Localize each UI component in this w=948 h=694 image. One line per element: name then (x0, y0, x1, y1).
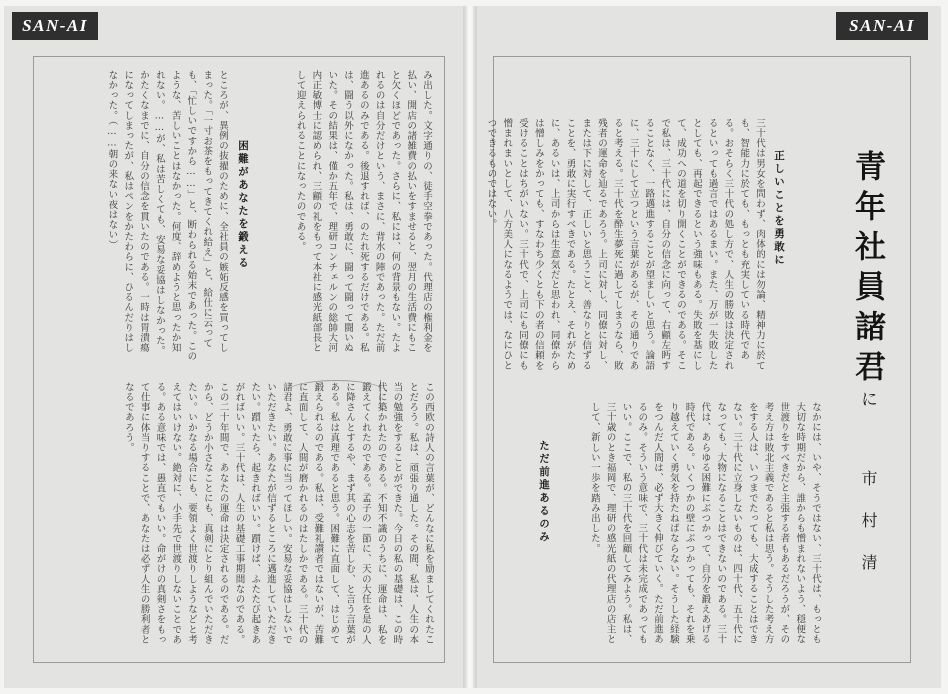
body-text-right-lower: なかには、いや、そうではない、三十代は、もっとも大切な時期だから、誰からも憎まれないよう、穏便な世渡りをすべきだと主張する者もあるだろうが、その考え方は敗北主義であると私は思う。そうした考え方をする人は、いつまでたっても、大成することはできない。三十代に立身しないものは、四十代、五十代になっても、大物になることはできないのである。三十代は、あらゆる困難にぶつかって、自分を鍛えあげる時代である。いくつかの壁にぶつかっても、それを乗り越えていく勇気を持たねばならない。そうした経験をつんだ人間は、必ず大きく伸びていく。ただ前進あるのみ。そういう意味で、三十代は未完成であってもいい。ここで、私の三十代を回顧してみよう。私は、三十歳のとき福岡で、理研の感光紙の代理店の店主として、新しい一歩を踏み出した。 (588, 402, 821, 645)
body-text-right-upper: 三十代は男女を問わず、肉体的には勿論、精神力に於ても、智能力に於ても、もっとも充実している時代である。おそらく三十代の処し方で、人生の勝敗は決定されるといっても過言ではあるまい。また、万が一失敗したとしても、再起できるという強味もある。失敗を基にして、成功への道を切り開くことができるのである。そこで私は、三十代には、自分の信念に向って、右顧左眄することなく、一路邁進することが望ましいと思う。論語に、三十にして立つという言葉があるが、その通りであると考える。三十代を酔生夢死に過してしまうなら、敗残者の運命を辿るであろう。上司に対し、同僚に対し、または下に対して、正しいと思うこと、善なりと信ずることを、勇敢に実行すべきである。たとえ、それがために、あるいは、上司からは生意気だと思われ、同僚からは憎しみをかっても、すなわち少くとも下の者の信頼を受けることはちがいない。三十代で、上司にも同僚にも憎まれまいとして、八方美人になるようでは、なにひとつできるものではない。 (485, 118, 765, 371)
body-text-left-upper-2: ところが、異例の抜擢のために、全社員の嫉妬反感を買ってしまった。「一寸お茶をもってきてくれ給え」と、給仕に云っても、「忙しいですから……」と、断わられる始末であった。このような、苦しいことはなかった。何度、辞めようと思ったか知れない。……が、私は苦しくても、安易な妥協はしなかった。かたくなまでに、自分の信念を貫いたのである。一時は胃潰瘍になってしまったが、私はペンをかたわらに、ひるんだりはしなかった。（……朝の来ない夜はない） (106, 70, 228, 362)
section-heading-1: 正しいことを勇敢に (773, 150, 785, 267)
body-text-left-upper: み出した。文字通りの、徒手空拳であった。代理店の権利金を払い、開店の諸雑費の払いをすませると、翌月の生活費にもこと欠くほどであった。さらに、私には、何の背景もない。たよれるのは自分だけという、まさに、背水の陣であった。ただ前進あるのみである。後退すれば、のたれ死するだけである。私は、闘う以外になかった。私は、勇敢に、闘って闘って闘いぬいた。その結果は、僅か五年で、理研コンチェルンの総帥大河内正敏博士に認められ、三顧の礼をもって本社に感光紙部長として迎えられることになったのである。 (294, 70, 432, 353)
article-title-suffix: に (857, 390, 877, 409)
magazine-logo-right: SAN-AI (836, 12, 928, 40)
page-gutter (463, 6, 477, 688)
article-author: 市村清 (859, 470, 878, 596)
article-title-main: 青年社員諸君 (849, 150, 885, 390)
section-heading-3: 困難があなたを鍛える (237, 140, 249, 270)
section-heading-2: ただ前進あるのみ (538, 440, 550, 544)
body-text-left-lower: この西欧の詩人の言葉が、どんなに私を励ましてくれたことだろう。私は、頑張り通した。その間、私は、人生の本当の勉強をすることができた。今日の私の基礎は、この時代に築かれたのである。不知不識のうちに、運命は、私を鍛えてくれたのである。孟子の一節に、天の大任を是の人に降さんとするや、まず其の心志を苦しむ、と言う言葉がある。私は真理であると思う。困難に直面して、はじめて鍛えられるのである。私は、受難礼讃者ではないが、苦難に直面して、人間が磨かれるのはたしかである。三十代の諸君よ、勇敢に事に当ってほしい。安易な妥協はしないでいただきたい。あなたが信ずるところに邁進していただきたい。躓いたら、起きればいい。躓けば、ふたたび起きあがればいい。三十代は、人生の基礎工事期間なのである。この二十年間で、あなたの運命は決定されるのである。だから、どうか小さなことにも、真剣にとり組んでいただきたい。いかなる場合にも、要領よく世渡りしようなどと考えてはいけない。絶対に、小手先で世渡りしないことである。ある意味では、愚直でもいい。命がけの真剣さをもって仕事に体当りすることで、あなたは必ず人生の勝利者となるであろう。 (122, 382, 434, 645)
magazine-logo-left: SAN-AI (12, 12, 98, 40)
article-title (838, 150, 890, 409)
